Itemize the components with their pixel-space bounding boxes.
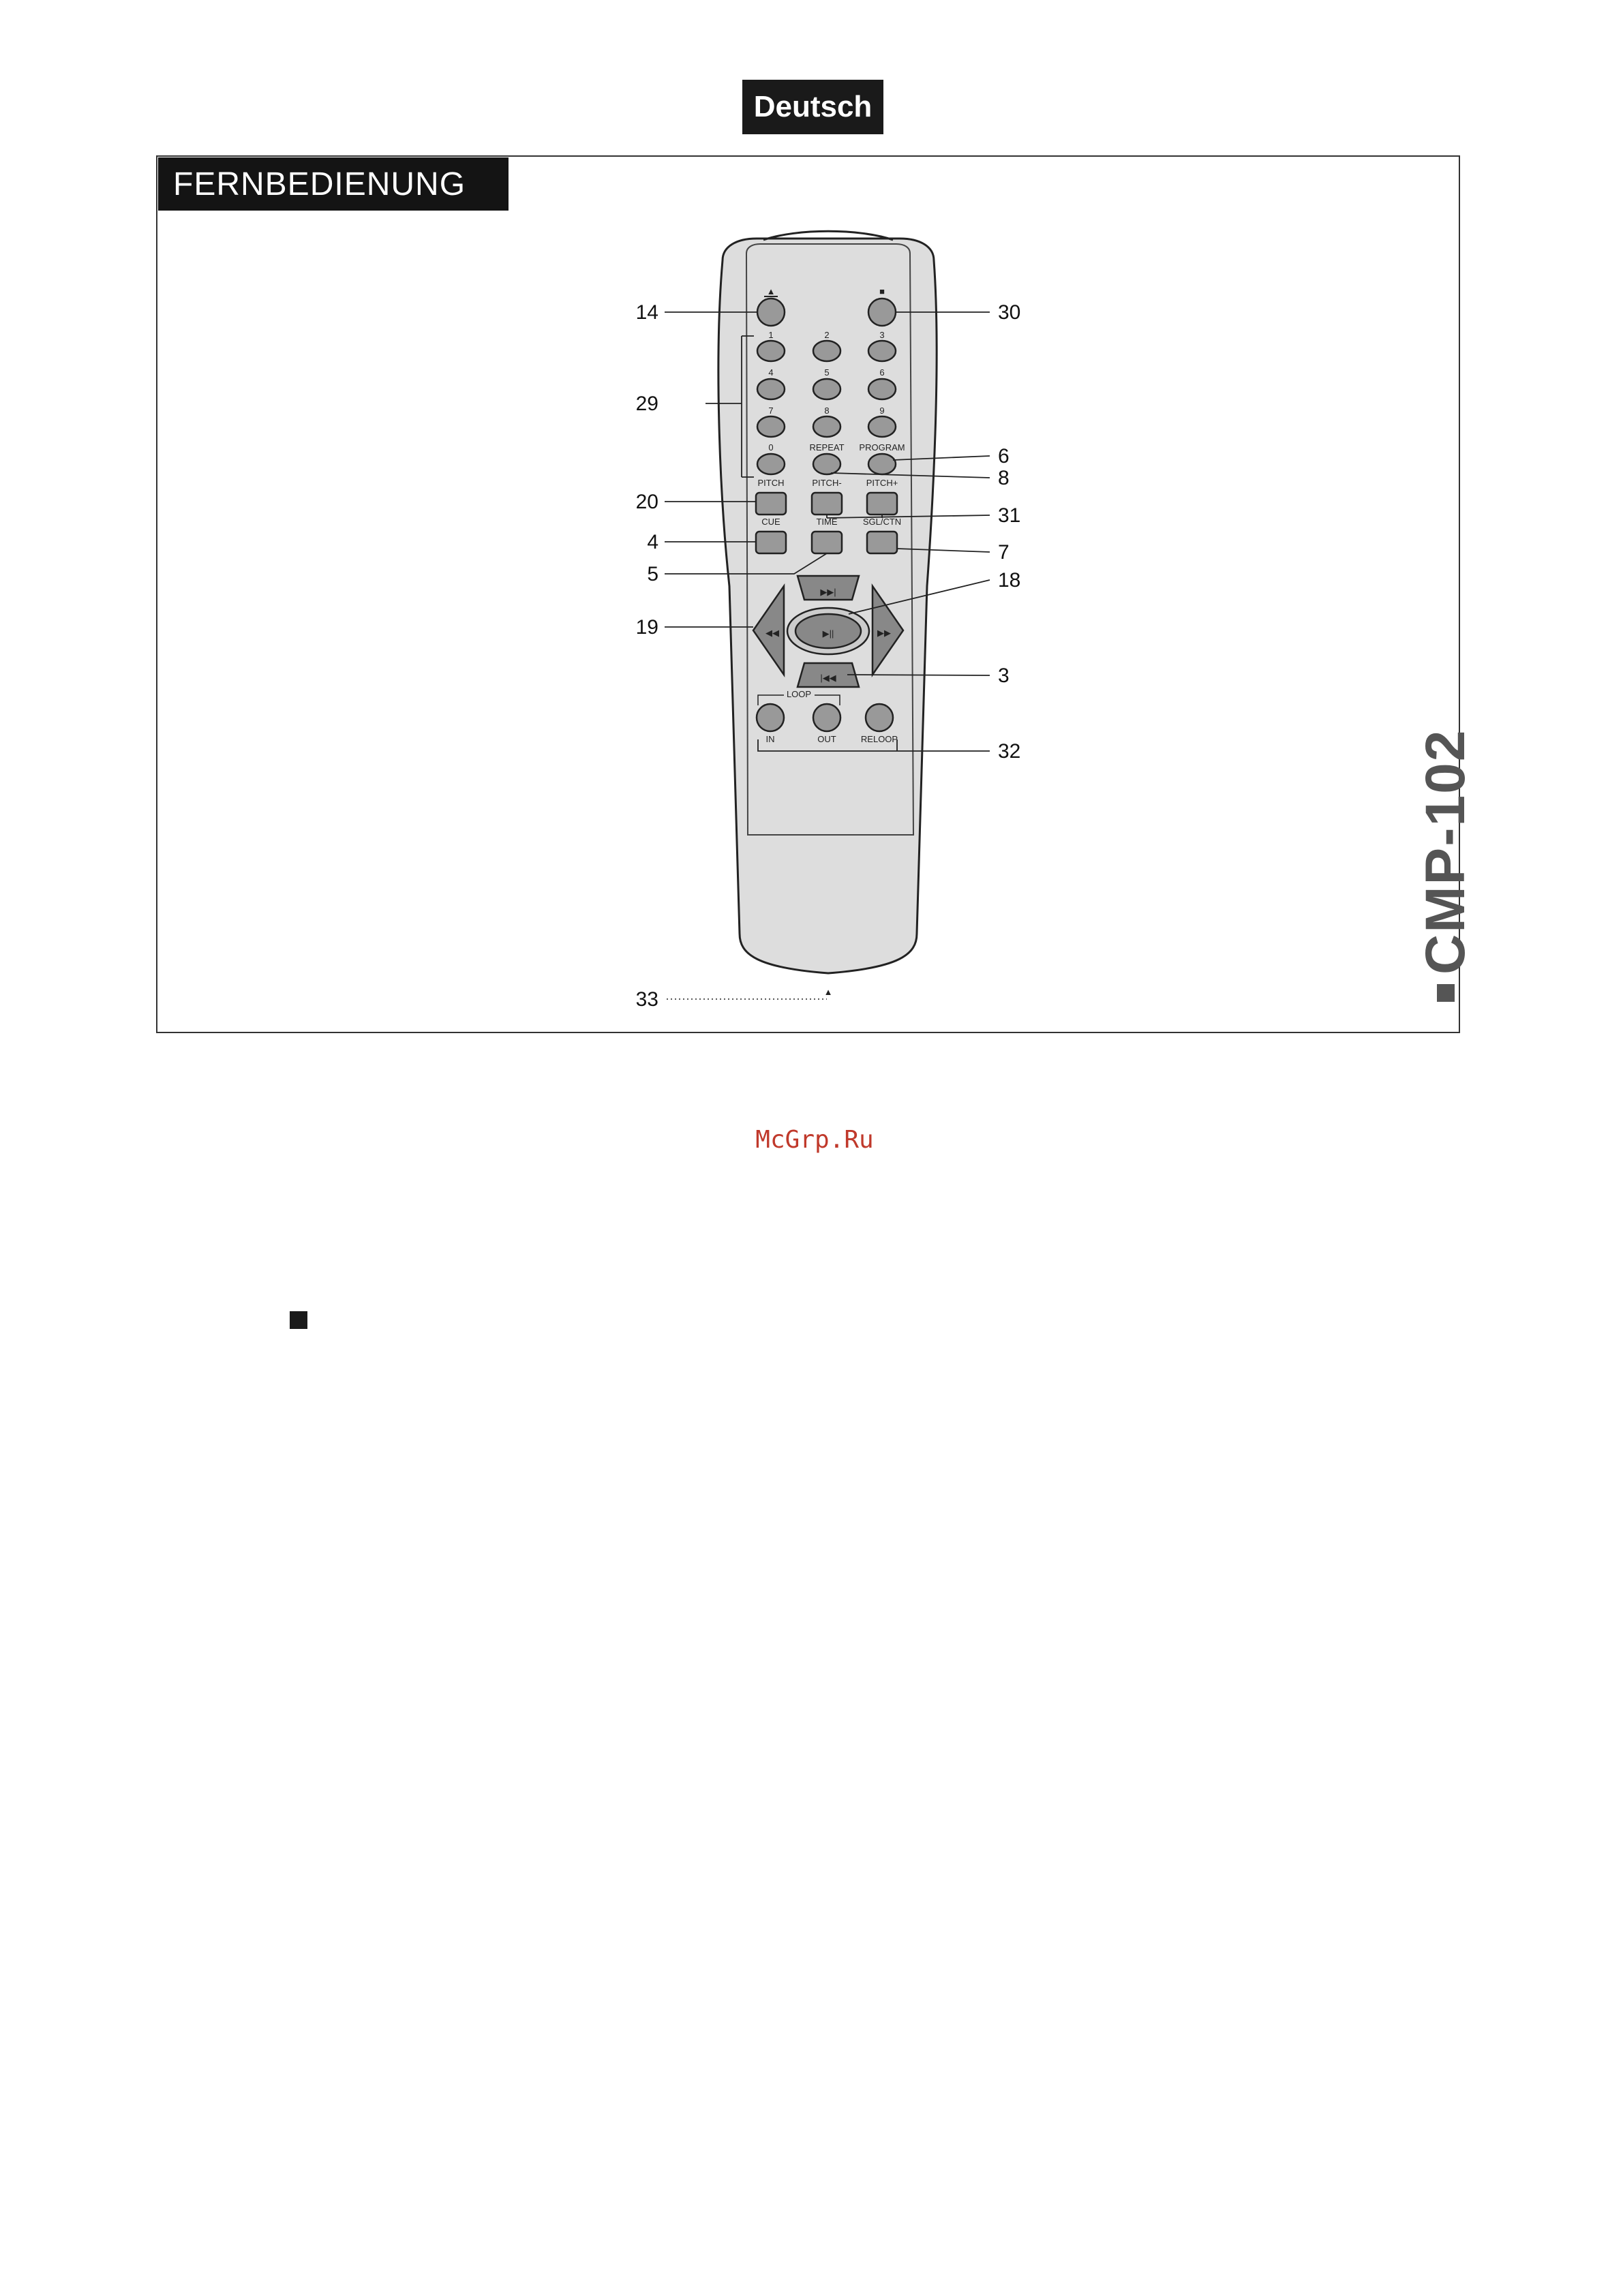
eject-button[interactable] xyxy=(757,299,785,326)
callout-stop: 30 xyxy=(998,301,1021,324)
rewind-icon: ◀◀ xyxy=(765,628,779,638)
loop-out-button[interactable] xyxy=(813,704,840,731)
sgl-ctn-button[interactable] xyxy=(867,532,897,553)
callout-track: 3 xyxy=(998,664,1010,687)
cue-button[interactable] xyxy=(756,532,786,553)
watermark: McGrp.Ru xyxy=(755,1126,874,1154)
key-label-3: 3 xyxy=(879,330,885,340)
callout-cue: 4 xyxy=(647,531,658,553)
pitch-button[interactable] xyxy=(756,493,786,515)
out-label: OUT xyxy=(817,734,836,744)
number-key-4[interactable] xyxy=(757,379,785,399)
reloop-label: RELOOP xyxy=(860,734,898,744)
number-key-8[interactable] xyxy=(813,416,840,437)
callout-eject: 14 xyxy=(635,301,658,324)
callout-pitch: 20 xyxy=(635,491,658,513)
number-key-7[interactable] xyxy=(757,416,785,437)
pitch-label: PITCH xyxy=(757,478,785,488)
number-key-2[interactable] xyxy=(813,341,840,361)
key-label-1: 1 xyxy=(768,330,774,340)
eject-icon: ▲ xyxy=(766,286,776,296)
key-label-2: 2 xyxy=(824,330,830,340)
time-label: TIME xyxy=(816,517,838,527)
forward-icon: ▶▶ xyxy=(877,628,891,638)
ir-emitter-icon: ▲ xyxy=(823,987,833,997)
key-label-6: 6 xyxy=(879,367,885,378)
time-button[interactable] xyxy=(812,532,842,553)
key-label-9: 9 xyxy=(879,405,885,416)
number-key-1[interactable] xyxy=(757,341,785,361)
key-label-8: 8 xyxy=(824,405,830,416)
sgl-ctn-label: SGL/CTN xyxy=(862,517,902,527)
callout-repeat: 8 xyxy=(998,467,1010,489)
loop-label: LOOP xyxy=(786,689,812,699)
number-key-5[interactable] xyxy=(813,379,840,399)
pitch-plus-button[interactable] xyxy=(867,493,897,515)
pitch-plus-label: PITCH+ xyxy=(866,478,898,488)
key-label-0: 0 xyxy=(768,442,774,453)
reloop-button[interactable] xyxy=(866,704,893,731)
number-key-9[interactable] xyxy=(868,416,896,437)
in-label: IN xyxy=(765,734,775,744)
cue-label: CUE xyxy=(761,517,780,527)
number-key-3[interactable] xyxy=(868,341,896,361)
key-label-4: 4 xyxy=(768,367,774,378)
stop-icon: ■ xyxy=(879,286,885,296)
number-key-0[interactable] xyxy=(757,454,785,474)
bullet-square-icon xyxy=(290,1311,307,1329)
callout-program: 6 xyxy=(998,445,1010,468)
callout-loop: 32 xyxy=(998,740,1021,763)
loop-in-button[interactable] xyxy=(757,704,784,731)
key-label-7: 7 xyxy=(768,405,774,416)
callout-time: 5 xyxy=(647,563,658,585)
callout-search: 19 xyxy=(635,616,658,639)
key-label-5: 5 xyxy=(824,367,830,378)
pitch-minus-label: PITCH- xyxy=(812,478,842,488)
repeat-label: REPEAT xyxy=(809,442,845,453)
pitch-minus-button[interactable] xyxy=(812,493,842,515)
next-track-icon: ▶▶| xyxy=(820,587,836,597)
language-badge: Deutsch xyxy=(742,80,883,134)
model-name: CMP-102 xyxy=(1414,729,1476,975)
repeat-button[interactable] xyxy=(813,454,840,474)
callout-numbers: 29 xyxy=(635,393,658,415)
section-title: FERNBEDIENUNG xyxy=(158,157,509,211)
stop-button[interactable] xyxy=(868,299,896,326)
callout-sgl-ctn: 7 xyxy=(998,541,1010,564)
number-key-6[interactable] xyxy=(868,379,896,399)
callout-pitch-pm: 31 xyxy=(998,504,1021,527)
play-pause-icon: ▶|| xyxy=(822,628,834,639)
program-button[interactable] xyxy=(868,454,896,474)
program-label: PROGRAM xyxy=(859,442,905,453)
prev-track-icon: |◀◀ xyxy=(820,673,836,683)
callout-ir: 33 xyxy=(635,988,658,1011)
callout-play: 18 xyxy=(998,569,1021,592)
